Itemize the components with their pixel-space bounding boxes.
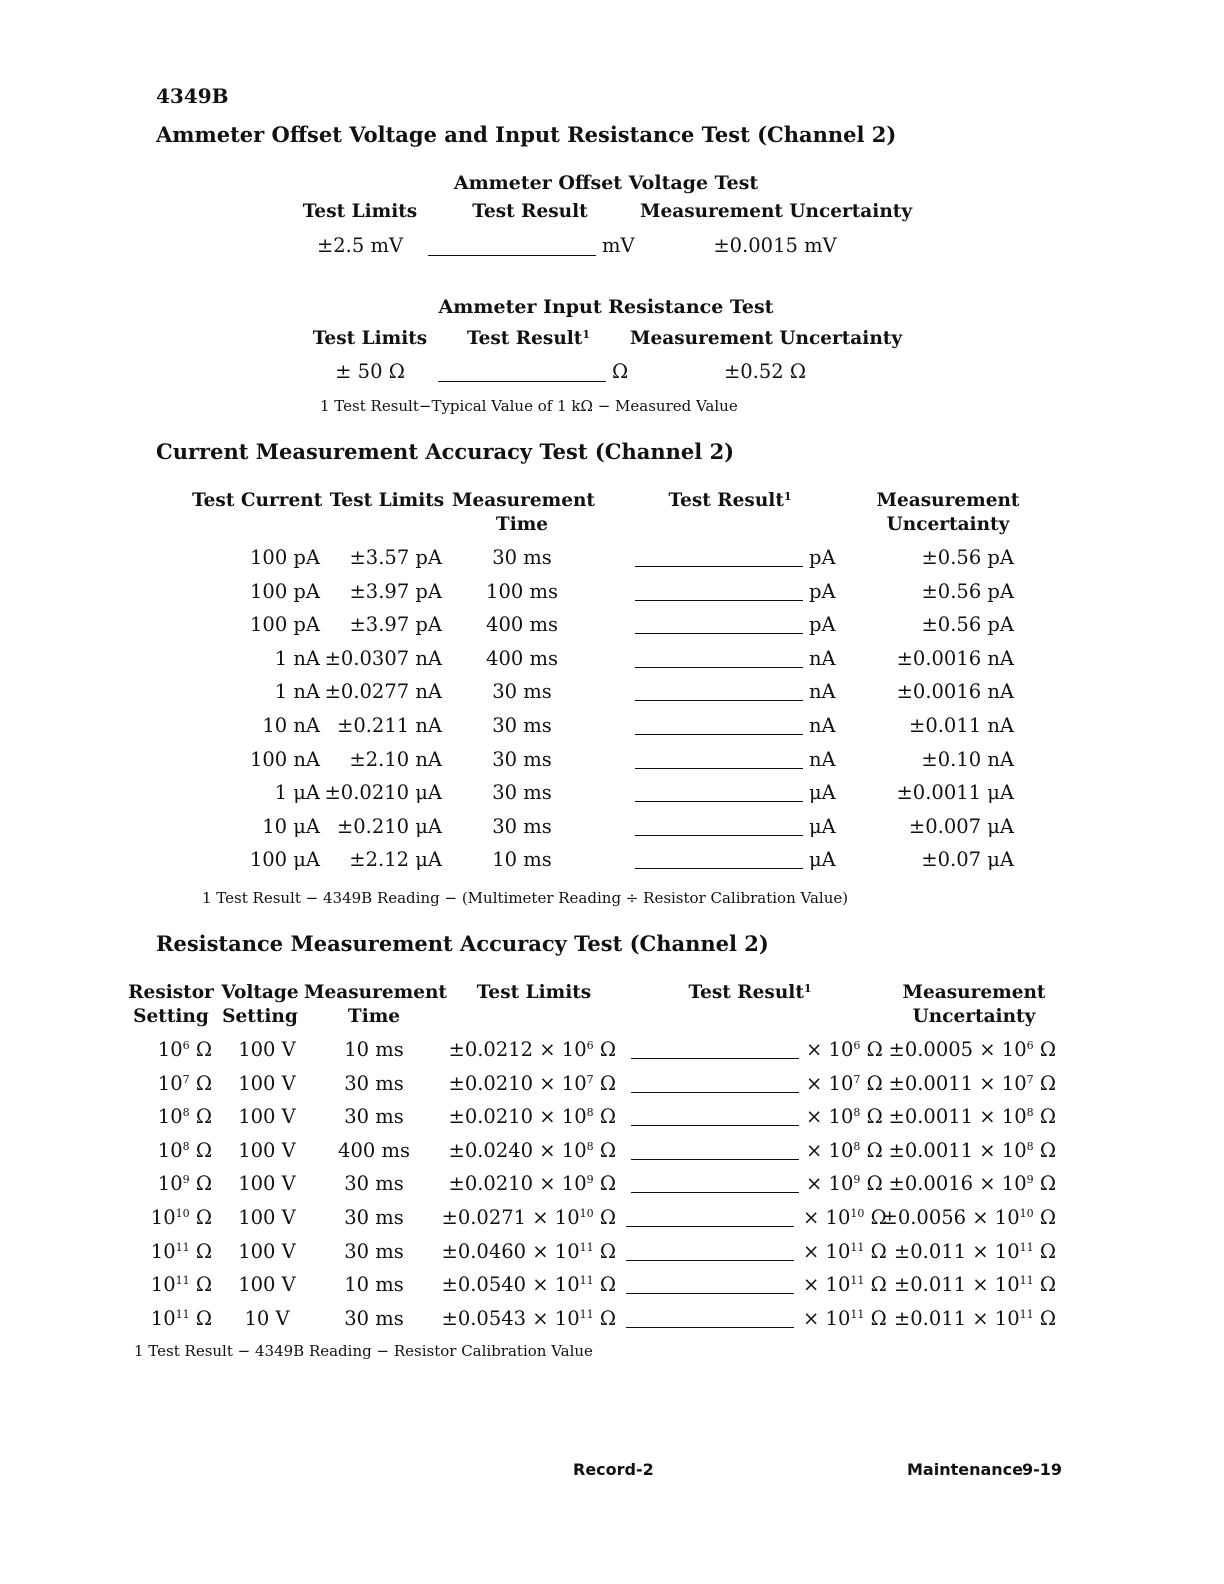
voltage-setting: 100 V <box>238 1038 296 1061</box>
resistance-limits: ± 50 Ω <box>335 360 405 383</box>
res-result-unit: × $10^8$ Ω <box>806 1139 883 1162</box>
current-test-limit: ±3.97 pA <box>349 613 442 636</box>
current-test-limit: ±0.210 μA <box>336 815 442 838</box>
current-result-blank[interactable] <box>635 700 803 701</box>
current-header-meas-time <box>452 489 595 537</box>
current-meas-time: 30 ms <box>492 748 552 771</box>
res-meas-time: 30 ms <box>344 1172 404 1195</box>
resistor-setting: $10^9$ Ω <box>157 1172 212 1195</box>
footer-section: Maintenance <box>907 1460 1024 1479</box>
current-value: 10 nA <box>262 714 320 737</box>
current-result-blank[interactable] <box>635 835 803 836</box>
offset-test-title: Ammeter Offset Voltage Test <box>453 172 759 194</box>
current-meas-time: 30 ms <box>492 546 552 569</box>
current-value: 1 nA <box>274 647 320 670</box>
res-meas-time: 10 ms <box>344 1273 404 1296</box>
res-meas-time: 30 ms <box>344 1072 404 1095</box>
res-uncertainty: $\pm 0.011 \times 10^{11}$ Ω <box>893 1307 1056 1330</box>
res-result-blank[interactable] <box>626 1293 794 1294</box>
current-test-limit: ±2.12 μA <box>349 848 442 871</box>
record-label: Record-2 <box>573 1460 654 1479</box>
current-uncertainty: ±0.0016 nA <box>896 647 1014 670</box>
voltage-setting: 100 V <box>238 1072 296 1095</box>
res-result-blank[interactable] <box>631 1092 799 1093</box>
current-uncertainty: ±0.0011 μA <box>896 781 1014 804</box>
res-header-uncertainty <box>900 981 1048 1029</box>
resistor-setting: $10^8$ Ω <box>157 1105 212 1128</box>
res-result-blank[interactable] <box>626 1226 794 1227</box>
resistance-header-result: Test Result$^1$ <box>466 328 590 349</box>
voltage-setting: 10 V <box>244 1307 290 1330</box>
current-uncertainty: ±0.56 pA <box>921 546 1014 569</box>
res-meas-time: 30 ms <box>344 1105 404 1128</box>
offset-result-blank[interactable] <box>428 255 596 256</box>
current-meas-time: 10 ms <box>492 848 552 871</box>
res-uncertainty: $\pm 0.011 \times 10^{11}$ Ω <box>893 1273 1056 1296</box>
current-test-limit: ±3.97 pA <box>349 580 442 603</box>
resistor-setting: $10^7$ Ω <box>157 1072 212 1095</box>
current-meas-time: 30 ms <box>492 680 552 703</box>
res-meas-time: 30 ms <box>344 1206 404 1229</box>
current-value: 100 pA <box>250 613 320 636</box>
header-line: Measurement <box>902 982 1046 1003</box>
footnote-marker: 1 <box>783 490 792 503</box>
resistance-result-unit: Ω <box>612 360 629 383</box>
res-test-limit: $\pm 0.0210 \times 10^7$ Ω <box>448 1072 616 1095</box>
current-test-limit: ±0.0307 nA <box>324 647 442 670</box>
current-result-unit: μA <box>809 848 836 871</box>
resistor-setting: $10^{11}$ Ω <box>150 1240 212 1263</box>
res-meas-time: 30 ms <box>344 1307 404 1330</box>
res-meas-time: 10 ms <box>344 1038 404 1061</box>
current-result-unit: nA <box>809 748 836 771</box>
section-title-resistance: Resistance Measurement Accuracy Test (Channel 2) <box>156 931 769 956</box>
current-meas-time: 400 ms <box>486 613 558 636</box>
res-header-voltage <box>220 981 300 1029</box>
current-uncertainty: ±0.56 pA <box>921 580 1014 603</box>
voltage-setting: 100 V <box>238 1172 296 1195</box>
res-result-unit: × $10^6$ Ω <box>806 1038 883 1061</box>
voltage-setting: 100 V <box>238 1206 296 1229</box>
footnote-marker: 1 <box>803 982 812 995</box>
current-result-blank[interactable] <box>635 633 803 634</box>
res-result-unit: × $10^{10}$ Ω <box>803 1206 887 1229</box>
current-uncertainty: ±0.10 nA <box>921 748 1014 771</box>
offset-uncertainty: ±0.0015 mV <box>713 234 837 257</box>
header-line: Uncertainty <box>886 514 1010 535</box>
current-test-limit: ±0.0277 nA <box>324 680 442 703</box>
current-result-blank[interactable] <box>635 667 803 668</box>
offset-header-uncertainty: Measurement Uncertainty <box>640 201 913 222</box>
current-header-test-result: Test Result$^1$ <box>668 490 792 511</box>
res-header-test-result: Test Result$^1$ <box>688 982 812 1003</box>
resistor-setting: $10^{10}$ Ω <box>150 1206 212 1229</box>
offset-result-unit: mV <box>602 234 635 257</box>
resistor-setting: $10^{11}$ Ω <box>150 1307 212 1330</box>
current-result-blank[interactable] <box>635 768 803 769</box>
current-meas-time: 100 ms <box>486 580 558 603</box>
header-line: Measurement <box>452 490 595 511</box>
current-result-unit: pA <box>809 546 836 569</box>
voltage-setting: 100 V <box>238 1139 296 1162</box>
current-header-uncertainty <box>876 489 1020 537</box>
resistance-table-footnote: 1 Test Result − 4349B Reading − Resistor Calibration Value <box>134 1342 593 1360</box>
current-uncertainty: ±0.07 μA <box>921 848 1014 871</box>
res-uncertainty: $\pm 0.0011 \times 10^8$ Ω <box>888 1105 1056 1128</box>
header-line: Setting <box>133 1006 209 1027</box>
current-test-limit: ±3.57 pA <box>349 546 442 569</box>
header-line: Measurement <box>304 982 447 1003</box>
current-result-blank[interactable] <box>635 734 803 735</box>
current-result-unit: pA <box>809 613 836 636</box>
current-result-blank[interactable] <box>635 600 803 601</box>
res-result-blank[interactable] <box>626 1260 794 1261</box>
current-footnote: 1 Test Result − 4349B Reading − (Multimeter Reading ÷ Resistor Calibration Value) <box>202 889 849 907</box>
current-value: 10 μA <box>262 815 320 838</box>
current-result-blank[interactable] <box>635 868 803 869</box>
res-result-unit: × $10^8$ Ω <box>806 1105 883 1128</box>
voltage-setting: 100 V <box>238 1240 296 1263</box>
header-line: Setting <box>222 1006 298 1027</box>
res-result-blank[interactable] <box>631 1058 799 1059</box>
res-meas-time: 400 ms <box>338 1139 410 1162</box>
current-uncertainty: ±0.56 pA <box>921 613 1014 636</box>
current-meas-time: 30 ms <box>492 815 552 838</box>
header-line: Voltage <box>221 982 299 1003</box>
header-line: Time <box>347 1006 401 1027</box>
res-uncertainty: $\pm 0.0056 \times 10^{10}$ Ω <box>881 1206 1056 1229</box>
footnote-marker: 1 <box>582 328 590 341</box>
current-result-blank[interactable] <box>635 801 803 802</box>
current-result-unit: pA <box>809 580 836 603</box>
current-value: 1 μA <box>274 781 320 804</box>
section-title-current: Current Measurement Accuracy Test (Channel 2) <box>156 439 735 464</box>
current-header-test-limits: Test Limits <box>329 490 445 511</box>
current-value: 100 pA <box>250 546 320 569</box>
res-uncertainty: $\pm 0.0016 \times 10^9$ Ω <box>888 1172 1056 1195</box>
res-test-limit: $\pm 0.0540 \times 10^{11}$ Ω <box>441 1273 616 1296</box>
resistance-header-uncertainty: Measurement Uncertainty <box>630 328 903 349</box>
res-result-blank[interactable] <box>631 1159 799 1160</box>
resistor-setting: $10^6$ Ω <box>157 1038 212 1061</box>
resistance-header-limits: Test Limits <box>312 328 428 349</box>
model-number: 4349B <box>156 84 229 108</box>
resistance-footnote: 1 Test Result−Typical Value of 1 kΩ − Measured Value <box>320 397 738 415</box>
current-result-unit: nA <box>809 647 836 670</box>
res-test-limit: $\pm 0.0460 \times 10^{11}$ Ω <box>441 1240 616 1263</box>
res-test-limit: $\pm 0.0271 \times 10^{10}$ Ω <box>441 1206 616 1229</box>
res-result-unit: × $10^9$ Ω <box>806 1172 883 1195</box>
offset-header-result: Test Result <box>472 201 588 222</box>
res-header-meas-time <box>304 981 447 1029</box>
current-result-blank[interactable] <box>635 566 803 567</box>
res-header-resistor <box>128 981 214 1029</box>
page-number: 9-19 <box>1022 1460 1063 1479</box>
res-meas-time: 30 ms <box>344 1240 404 1263</box>
resistance-test-title: Ammeter Input Resistance Test <box>438 296 774 318</box>
resistance-result-blank[interactable] <box>438 381 606 382</box>
res-result-unit: × $10^7$ Ω <box>806 1072 883 1095</box>
current-test-limit: ±0.0210 μA <box>324 781 442 804</box>
current-header-test-current: Test Current <box>192 490 323 511</box>
current-test-limit: ±0.211 nA <box>336 714 442 737</box>
current-value: 100 pA <box>250 580 320 603</box>
res-test-limit: $\pm 0.0210 \times 10^8$ Ω <box>448 1105 616 1128</box>
header-line: Time <box>495 514 549 535</box>
header-line: Uncertainty <box>912 1006 1036 1027</box>
header-line: Measurement <box>876 490 1020 511</box>
res-test-limit: $\pm 0.0543 \times 10^{11}$ Ω <box>441 1307 616 1330</box>
header-line: Resistor <box>128 982 214 1003</box>
res-result-unit: × $10^{11}$ Ω <box>803 1273 887 1296</box>
res-uncertainty: $\pm 0.0011 \times 10^8$ Ω <box>888 1139 1056 1162</box>
voltage-setting: 100 V <box>238 1273 296 1296</box>
res-result-unit: × $10^{11}$ Ω <box>803 1307 887 1330</box>
current-meas-time: 30 ms <box>492 781 552 804</box>
res-test-limit: $\pm 0.0212 \times 10^6$ Ω <box>448 1038 616 1061</box>
current-meas-time: 30 ms <box>492 714 552 737</box>
res-result-unit: × $10^{11}$ Ω <box>803 1240 887 1263</box>
current-uncertainty: ±0.011 nA <box>908 714 1014 737</box>
current-result-unit: nA <box>809 714 836 737</box>
res-uncertainty: $\pm 0.0005 \times 10^6$ Ω <box>888 1038 1056 1061</box>
current-result-unit: nA <box>809 680 836 703</box>
res-uncertainty: $\pm 0.011 \times 10^{11}$ Ω <box>893 1240 1056 1263</box>
resistor-setting: $10^8$ Ω <box>157 1139 212 1162</box>
res-result-blank[interactable] <box>631 1192 799 1193</box>
res-test-limit: $\pm 0.0210 \times 10^9$ Ω <box>448 1172 616 1195</box>
current-result-unit: μA <box>809 815 836 838</box>
offset-limits: ±2.5 mV <box>316 234 404 257</box>
current-test-limit: ±2.10 nA <box>349 748 442 771</box>
res-header-test-limits: Test Limits <box>476 982 592 1003</box>
current-value: 1 nA <box>274 680 320 703</box>
offset-header-limits: Test Limits <box>302 201 418 222</box>
res-uncertainty: $\pm 0.0011 \times 10^7$ Ω <box>888 1072 1056 1095</box>
current-value: 100 nA <box>249 748 320 771</box>
resistance-uncertainty: ±0.52 Ω <box>723 360 807 383</box>
current-meas-time: 400 ms <box>486 647 558 670</box>
current-uncertainty: ±0.0016 nA <box>896 680 1014 703</box>
res-result-blank[interactable] <box>626 1327 794 1328</box>
current-uncertainty: ±0.007 μA <box>908 815 1014 838</box>
res-result-blank[interactable] <box>631 1125 799 1126</box>
voltage-setting: 100 V <box>238 1105 296 1128</box>
section-title-offset-resistance: Ammeter Offset Voltage and Input Resistance Test (Channel 2) <box>156 122 897 147</box>
current-result-unit: μA <box>809 781 836 804</box>
resistor-setting: $10^{11}$ Ω <box>150 1273 212 1296</box>
current-value: 100 μA <box>249 848 320 871</box>
res-test-limit: $\pm 0.0240 \times 10^8$ Ω <box>448 1139 616 1162</box>
